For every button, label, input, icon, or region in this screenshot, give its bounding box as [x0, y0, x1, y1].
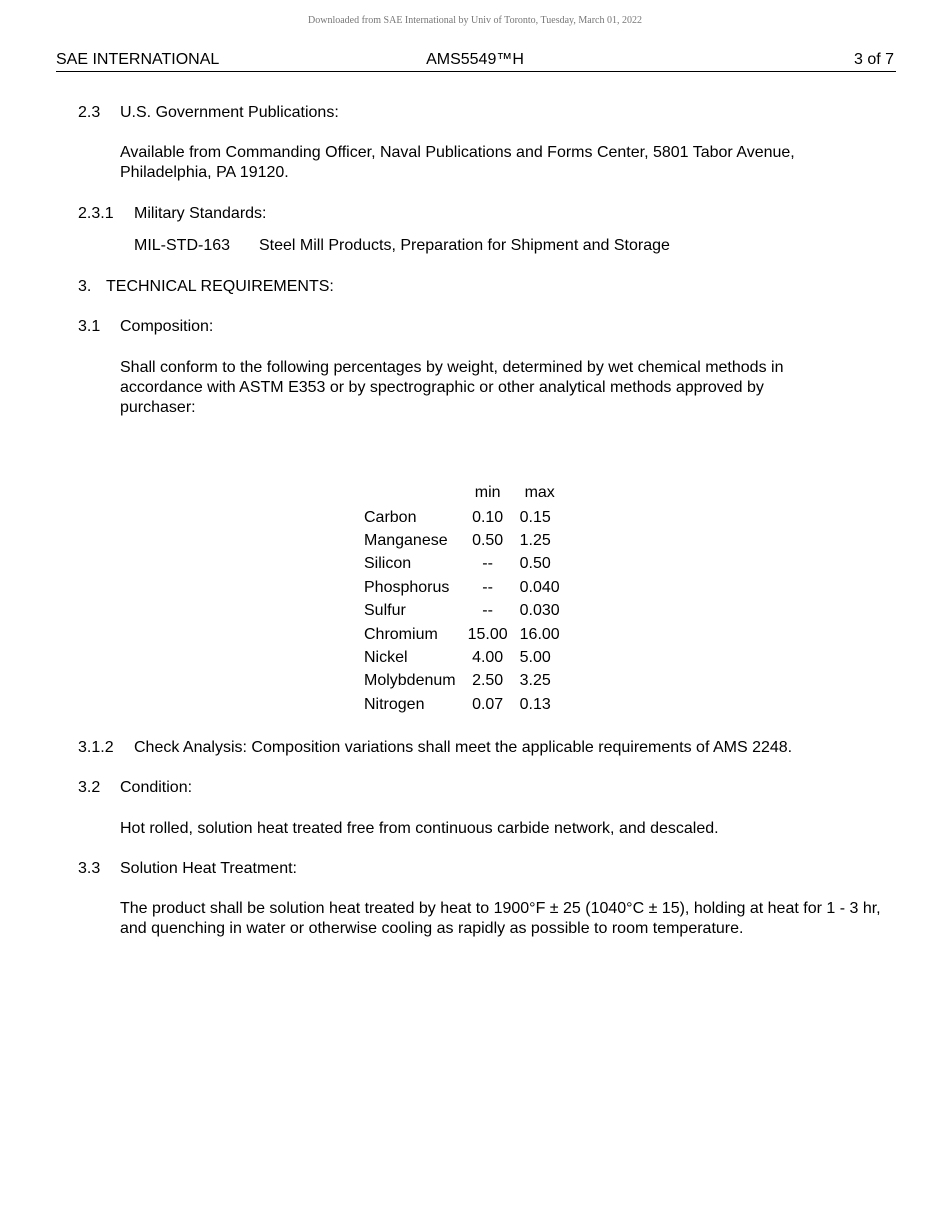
section-3-1-2-number: 3.1.2	[78, 739, 114, 756]
section-2-3-1-title: Military Standards:	[134, 205, 267, 222]
mil-std-code: MIL-STD-163	[134, 237, 231, 254]
table-row	[358, 553, 566, 576]
max-value: 3.25	[519, 672, 551, 690]
max-value: 0.030	[519, 602, 560, 620]
max-value: 0.040	[519, 578, 560, 596]
header-document-number: AMS5549™H	[426, 51, 524, 68]
table-row	[358, 600, 566, 623]
section-2-3-1-number: 2.3.1	[78, 205, 114, 222]
element-name: Molybdenum	[364, 672, 456, 690]
header-publisher: SAE INTERNATIONAL	[56, 51, 220, 68]
mil-std-title: Steel Mill Products, Preparation for Shipment and Storage	[259, 237, 670, 254]
max-value: 5.00	[519, 649, 551, 667]
section-3-1-number: 3.1	[78, 318, 101, 335]
min-value: 4.00	[472, 649, 504, 667]
section-3-1-body: Shall conform to the following percentages by weight, determined by wet chemical methods in accordance with ASTM E353 or by spectrographic or other analytical methods approved by purchaser:	[120, 359, 784, 416]
section-3-1-title: Composition:	[120, 318, 214, 335]
table-row	[358, 623, 566, 646]
table-row	[358, 576, 566, 599]
table-row	[358, 646, 566, 669]
download-watermark: Downloaded from SAE International by Univ of Toronto, Tuesday, March 01, 2022	[308, 15, 642, 26]
header-page-number: 3 of 7	[853, 51, 894, 68]
element-name: Silicon	[364, 555, 412, 573]
min-value: --	[482, 602, 493, 620]
min-value: --	[482, 578, 493, 596]
max-value: 0.13	[519, 695, 551, 713]
min-value: 2.50	[472, 672, 504, 690]
table-row	[358, 670, 566, 693]
table-row	[358, 529, 566, 552]
min-column-header: min	[474, 484, 501, 501]
element-column-header	[358, 480, 462, 506]
min-value: 15.00	[467, 625, 508, 643]
composition-table	[358, 480, 566, 717]
min-value: --	[482, 555, 493, 573]
section-3-3-body: The product shall be solution heat treated by heat to 1900°F ± 25 (1040°C ± 15), holding at heat for 1 - 3 hr, and quenching in water or otherwise cooling as rapidly as possible to room temperature.	[120, 900, 881, 937]
max-value: 0.15	[519, 508, 551, 526]
header-rule	[56, 71, 896, 72]
section-3-1-2-text: Check Analysis: Composition variations shall meet the applicable requirements of AMS 2248.	[134, 739, 793, 756]
section-2-3-body: Available from Commanding Officer, Naval Publications and Forms Center, 5801 Tabor Avenue, Philadelphia, PA 19120.	[120, 144, 795, 181]
element-name: Carbon	[364, 508, 417, 526]
section-3-2-title: Condition:	[120, 779, 193, 796]
section-3-title: TECHNICAL REQUIREMENTS:	[106, 278, 334, 295]
min-value: 0.07	[472, 695, 504, 713]
min-value: 0.50	[472, 532, 504, 550]
element-name: Chromium	[364, 625, 438, 643]
element-name: Manganese	[364, 532, 448, 550]
max-value: 0.50	[519, 555, 551, 573]
section-3-number: 3.	[78, 278, 92, 295]
table-row	[358, 506, 566, 529]
section-3-2-number: 3.2	[78, 779, 101, 796]
max-column-header: max	[524, 484, 555, 501]
section-2-3-title: U.S. Government Publications:	[120, 104, 339, 121]
max-value: 1.25	[519, 532, 551, 550]
table-row	[358, 693, 566, 716]
element-name: Nickel	[364, 649, 408, 667]
element-name: Sulfur	[364, 602, 406, 620]
section-3-2-body: Hot rolled, solution heat treated free from continuous carbide network, and descaled.	[120, 820, 719, 837]
min-value: 0.10	[472, 508, 504, 526]
section-2-3-number: 2.3	[78, 104, 101, 121]
element-name: Nitrogen	[364, 695, 425, 713]
max-value: 16.00	[519, 625, 560, 643]
section-3-3-title: Solution Heat Treatment:	[120, 860, 297, 877]
element-name: Phosphorus	[364, 578, 450, 596]
composition-header-row	[358, 480, 566, 506]
section-3-3-number: 3.3	[78, 860, 101, 877]
